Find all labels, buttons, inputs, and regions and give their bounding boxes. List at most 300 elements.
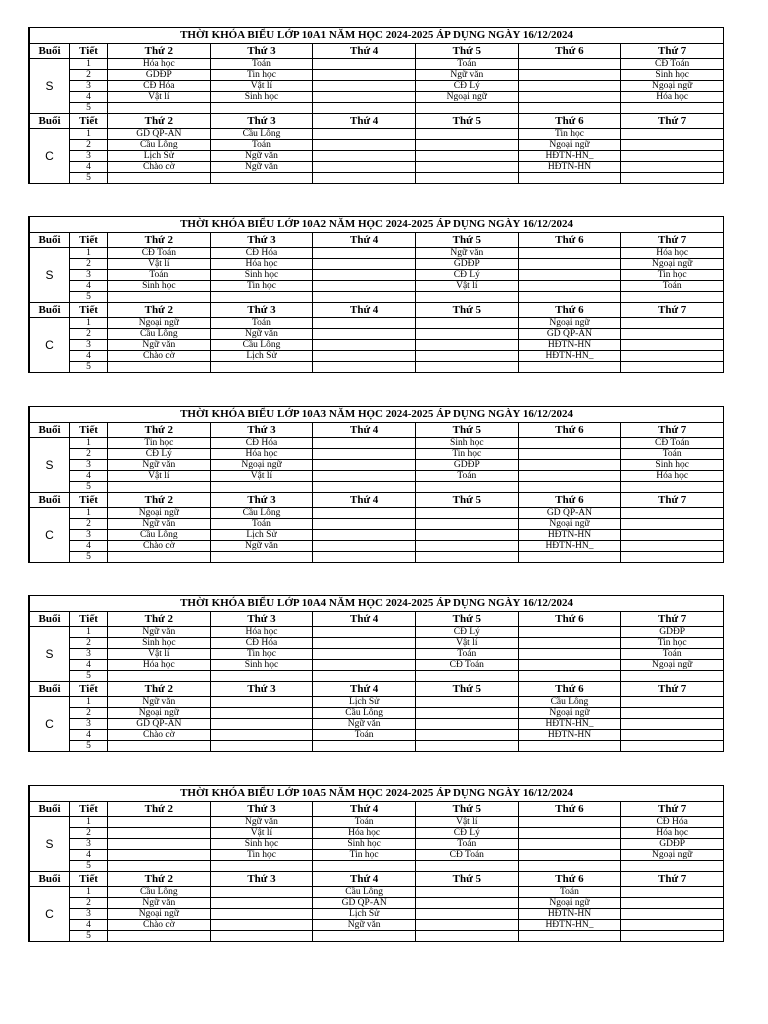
header-buoi: Buổi xyxy=(30,233,70,248)
subject-cell: Vật lí xyxy=(108,92,211,103)
subject-cell xyxy=(313,140,416,151)
header-day-7: Thứ 7 xyxy=(621,493,724,508)
header-day-5: Thứ 5 xyxy=(415,612,518,627)
header-day-5: Thứ 5 xyxy=(415,303,518,318)
subject-cell xyxy=(108,850,211,861)
subject-cell: Hóa học xyxy=(210,259,313,270)
subject-cell xyxy=(621,708,724,719)
timetable-title: THỜI KHÓA BIỂU LỚP 10A3 NĂM HỌC 2024-2025 ÁP DỤNG NGÀY 16/12/2024 xyxy=(30,407,724,423)
subject-cell xyxy=(621,920,724,931)
period-number: 3 xyxy=(70,839,108,850)
subject-cell: CĐ Hóa xyxy=(108,81,211,92)
subject-cell xyxy=(415,920,518,931)
subject-cell: GDĐP xyxy=(621,627,724,638)
header-day-4: Thứ 4 xyxy=(313,872,416,887)
subject-cell xyxy=(313,70,416,81)
timetable-class-2 xyxy=(28,216,724,373)
subject-cell: Tin học xyxy=(108,438,211,449)
period-number: 2 xyxy=(70,329,108,340)
subject-cell: Ngoại ngữ xyxy=(415,92,518,103)
subject-cell xyxy=(621,173,724,184)
subject-cell xyxy=(108,173,211,184)
subject-cell xyxy=(518,649,621,660)
session-label: S xyxy=(30,817,70,872)
session-label: S xyxy=(30,627,70,682)
header-day-5: Thứ 5 xyxy=(415,114,518,129)
subject-cell: Ngoại ngữ xyxy=(108,508,211,519)
subject-cell xyxy=(313,471,416,482)
table-row xyxy=(30,909,724,920)
subject-cell xyxy=(415,351,518,362)
subject-cell: Ngữ văn xyxy=(210,329,313,340)
subject-cell xyxy=(415,318,518,329)
subject-cell: Vật lí xyxy=(210,828,313,839)
subject-cell: HĐTN-HN xyxy=(518,530,621,541)
subject-cell xyxy=(621,741,724,752)
header-day-3: Thứ 3 xyxy=(210,114,313,129)
subject-cell: Ngoại ngữ xyxy=(621,259,724,270)
timetable-class-1 xyxy=(28,27,724,184)
subject-cell xyxy=(415,931,518,942)
subject-cell xyxy=(108,931,211,942)
subject-cell xyxy=(518,270,621,281)
header-day-3: Thứ 3 xyxy=(210,612,313,627)
subject-cell: Toán xyxy=(621,649,724,660)
subject-cell: Sinh học xyxy=(621,70,724,81)
period-number: 1 xyxy=(70,248,108,259)
subject-cell: HĐTN-HN xyxy=(518,162,621,173)
session-label: C xyxy=(30,508,70,563)
subject-cell xyxy=(313,162,416,173)
subject-cell xyxy=(415,552,518,563)
subject-cell xyxy=(518,259,621,270)
subject-cell: Toán xyxy=(210,318,313,329)
subject-cell: Ngoại ngữ xyxy=(621,850,724,861)
header-day-7: Thứ 7 xyxy=(621,233,724,248)
subject-cell: Lịch Sử xyxy=(210,530,313,541)
period-number: 5 xyxy=(70,103,108,114)
subject-cell: HĐTN-HN_ xyxy=(518,351,621,362)
subject-cell: CĐ Toán xyxy=(415,850,518,861)
subject-cell xyxy=(415,482,518,493)
period-number: 4 xyxy=(70,92,108,103)
header-day-5: Thứ 5 xyxy=(415,233,518,248)
period-number: 4 xyxy=(70,660,108,671)
period-number: 5 xyxy=(70,362,108,373)
header-day-2: Thứ 2 xyxy=(108,612,211,627)
subject-cell: Ngữ văn xyxy=(415,248,518,259)
subject-cell: Hóa học xyxy=(621,828,724,839)
table-row xyxy=(30,140,724,151)
header-tiet: Tiết xyxy=(70,682,108,697)
header-buoi: Buổi xyxy=(30,682,70,697)
table-row xyxy=(30,270,724,281)
timetable-class-4 xyxy=(28,595,724,752)
session-label: S xyxy=(30,248,70,303)
timetable-grid xyxy=(29,785,724,942)
subject-cell xyxy=(415,909,518,920)
header-day-7: Thứ 7 xyxy=(621,303,724,318)
table-row xyxy=(30,460,724,471)
table-row xyxy=(30,340,724,351)
subject-cell: Lịch Sử xyxy=(108,151,211,162)
subject-cell xyxy=(313,530,416,541)
subject-cell xyxy=(621,318,724,329)
header-buoi: Buổi xyxy=(30,872,70,887)
subject-cell xyxy=(313,671,416,682)
subject-cell xyxy=(108,839,211,850)
period-number: 1 xyxy=(70,887,108,898)
subject-cell: Chào cờ xyxy=(108,351,211,362)
subject-cell xyxy=(518,81,621,92)
table-row xyxy=(30,649,724,660)
subject-cell xyxy=(313,351,416,362)
subject-cell: Cầu Lông xyxy=(313,887,416,898)
subject-cell xyxy=(313,292,416,303)
header-day-5: Thứ 5 xyxy=(415,423,518,438)
subject-cell xyxy=(313,627,416,638)
subject-cell: GD QP-AN xyxy=(313,898,416,909)
header-day-3: Thứ 3 xyxy=(210,802,313,817)
subject-cell: Sinh học xyxy=(210,660,313,671)
subject-cell xyxy=(210,671,313,682)
table-row xyxy=(30,59,724,70)
table-row xyxy=(30,719,724,730)
subject-cell xyxy=(210,697,313,708)
subject-cell: Toán xyxy=(210,519,313,530)
subject-cell xyxy=(518,103,621,114)
subject-cell xyxy=(518,59,621,70)
subject-cell xyxy=(313,81,416,92)
subject-cell: CĐ Toán xyxy=(621,59,724,70)
subject-cell xyxy=(518,471,621,482)
session-label: C xyxy=(30,887,70,942)
header-day-5: Thứ 5 xyxy=(415,872,518,887)
subject-cell xyxy=(108,817,211,828)
timetable-grid xyxy=(29,406,724,563)
subject-cell: HĐTN-HN_ xyxy=(518,541,621,552)
timetable-grid xyxy=(29,216,724,373)
header-day-2: Thứ 2 xyxy=(108,233,211,248)
subject-cell xyxy=(518,931,621,942)
subject-cell xyxy=(415,519,518,530)
subject-cell xyxy=(313,460,416,471)
subject-cell: GD QP-AN xyxy=(518,508,621,519)
session-label: C xyxy=(30,318,70,373)
header-day-3: Thứ 3 xyxy=(210,872,313,887)
period-number: 1 xyxy=(70,627,108,638)
header-day-4: Thứ 4 xyxy=(313,802,416,817)
header-tiet: Tiết xyxy=(70,114,108,129)
subject-cell: HĐTN-HN_ xyxy=(518,719,621,730)
subject-cell: CĐ Toán xyxy=(621,438,724,449)
timetable-grid xyxy=(29,27,724,184)
header-tiet: Tiết xyxy=(70,872,108,887)
table-row xyxy=(30,817,724,828)
subject-cell: Ngữ văn xyxy=(108,519,211,530)
period-number: 2 xyxy=(70,70,108,81)
subject-cell xyxy=(415,162,518,173)
header-day-6: Thứ 6 xyxy=(518,114,621,129)
period-number: 1 xyxy=(70,817,108,828)
subject-cell xyxy=(518,292,621,303)
period-number: 2 xyxy=(70,140,108,151)
table-row xyxy=(30,887,724,898)
header-day-3: Thứ 3 xyxy=(210,423,313,438)
subject-cell xyxy=(313,660,416,671)
subject-cell: Sinh học xyxy=(108,281,211,292)
subject-cell xyxy=(415,140,518,151)
period-number: 5 xyxy=(70,671,108,682)
subject-cell: GDĐP xyxy=(415,460,518,471)
subject-cell xyxy=(621,541,724,552)
subject-cell xyxy=(210,292,313,303)
subject-cell: Ngoại ngữ xyxy=(108,708,211,719)
session-label: C xyxy=(30,129,70,184)
subject-cell: Hóa học xyxy=(108,59,211,70)
table-row xyxy=(30,292,724,303)
subject-cell: Sinh học xyxy=(313,839,416,850)
subject-cell xyxy=(518,449,621,460)
subject-cell: GDĐP xyxy=(415,259,518,270)
period-number: 4 xyxy=(70,850,108,861)
subject-cell xyxy=(210,482,313,493)
timetable-title: THỜI KHÓA BIỂU LỚP 10A1 NĂM HỌC 2024-2025 ÁP DỤNG NGÀY 16/12/2024 xyxy=(30,28,724,44)
table-row xyxy=(30,259,724,270)
period-number: 4 xyxy=(70,730,108,741)
subject-cell xyxy=(415,861,518,872)
subject-cell: CĐ Hóa xyxy=(210,638,313,649)
subject-cell xyxy=(518,460,621,471)
subject-cell: Ngữ văn xyxy=(313,920,416,931)
table-row xyxy=(30,129,724,140)
table-row xyxy=(30,861,724,872)
table-row xyxy=(30,173,724,184)
subject-cell xyxy=(621,103,724,114)
table-row xyxy=(30,519,724,530)
period-number: 2 xyxy=(70,708,108,719)
subject-cell xyxy=(313,129,416,140)
period-number: 3 xyxy=(70,270,108,281)
subject-cell xyxy=(313,340,416,351)
period-number: 5 xyxy=(70,861,108,872)
header-day-2: Thứ 2 xyxy=(108,872,211,887)
subject-cell: Ngữ văn xyxy=(108,460,211,471)
subject-cell xyxy=(415,671,518,682)
subject-cell: Tin học xyxy=(621,638,724,649)
header-day-7: Thứ 7 xyxy=(621,682,724,697)
subject-cell xyxy=(313,931,416,942)
subject-cell xyxy=(518,248,621,259)
timetable-title: THỜI KHÓA BIỂU LỚP 10A5 NĂM HỌC 2024-2025 ÁP DỤNG NGÀY 16/12/2024 xyxy=(30,786,724,802)
subject-cell xyxy=(415,898,518,909)
subject-cell: Chào cờ xyxy=(108,730,211,741)
subject-cell xyxy=(210,103,313,114)
header-tiet: Tiết xyxy=(70,303,108,318)
subject-cell xyxy=(313,519,416,530)
table-row xyxy=(30,931,724,942)
subject-cell xyxy=(415,530,518,541)
subject-cell xyxy=(313,861,416,872)
subject-cell: Vật lí xyxy=(210,81,313,92)
subject-cell xyxy=(518,552,621,563)
subject-cell: CĐ Lý xyxy=(415,270,518,281)
table-row xyxy=(30,839,724,850)
subject-cell xyxy=(313,329,416,340)
period-number: 2 xyxy=(70,638,108,649)
period-number: 5 xyxy=(70,292,108,303)
subject-cell: Ngữ văn xyxy=(313,719,416,730)
period-number: 3 xyxy=(70,460,108,471)
subject-cell: Cầu Lông xyxy=(210,340,313,351)
period-number: 3 xyxy=(70,151,108,162)
period-number: 1 xyxy=(70,59,108,70)
header-day-4: Thứ 4 xyxy=(313,233,416,248)
period-number: 3 xyxy=(70,909,108,920)
table-row xyxy=(30,70,724,81)
subject-cell: Hóa học xyxy=(621,248,724,259)
header-buoi: Buổi xyxy=(30,493,70,508)
header-day-6: Thứ 6 xyxy=(518,44,621,59)
subject-cell: Ngữ văn xyxy=(108,898,211,909)
subject-cell xyxy=(210,552,313,563)
subject-cell: Toán xyxy=(415,59,518,70)
subject-cell xyxy=(313,508,416,519)
header-day-3: Thứ 3 xyxy=(210,682,313,697)
period-number: 3 xyxy=(70,530,108,541)
subject-cell xyxy=(518,281,621,292)
subject-cell: HĐTN-HN xyxy=(518,730,621,741)
subject-cell: Tin học xyxy=(210,70,313,81)
header-day-4: Thứ 4 xyxy=(313,303,416,318)
subject-cell: Cầu Lông xyxy=(108,140,211,151)
subject-cell: Ngoại ngữ xyxy=(518,140,621,151)
table-row xyxy=(30,730,724,741)
table-row xyxy=(30,671,724,682)
subject-cell: Cầu Lông xyxy=(210,129,313,140)
header-day-7: Thứ 7 xyxy=(621,802,724,817)
subject-cell xyxy=(621,151,724,162)
subject-cell: Toán xyxy=(210,140,313,151)
period-number: 2 xyxy=(70,519,108,530)
table-row xyxy=(30,103,724,114)
subject-cell: Sinh học xyxy=(621,460,724,471)
header-buoi: Buổi xyxy=(30,114,70,129)
subject-cell: CĐ Lý xyxy=(108,449,211,460)
subject-cell: Vật lí xyxy=(415,281,518,292)
subject-cell xyxy=(621,697,724,708)
subject-cell: Ngữ văn xyxy=(210,162,313,173)
subject-cell: Vật lí xyxy=(108,259,211,270)
table-row xyxy=(30,828,724,839)
subject-cell: Tin học xyxy=(313,850,416,861)
header-day-5: Thứ 5 xyxy=(415,682,518,697)
subject-cell: Sinh học xyxy=(210,839,313,850)
header-day-7: Thứ 7 xyxy=(621,612,724,627)
subject-cell xyxy=(518,438,621,449)
subject-cell: Cầu Lông xyxy=(108,887,211,898)
subject-cell xyxy=(313,741,416,752)
header-day-7: Thứ 7 xyxy=(621,423,724,438)
subject-cell xyxy=(313,638,416,649)
subject-cell: Toán xyxy=(210,59,313,70)
table-row xyxy=(30,627,724,638)
subject-cell: HĐTN-HN xyxy=(518,909,621,920)
subject-cell xyxy=(518,817,621,828)
subject-cell: Ngoại ngữ xyxy=(108,909,211,920)
subject-cell: Chào cờ xyxy=(108,541,211,552)
subject-cell: Vật lí xyxy=(415,638,518,649)
subject-cell xyxy=(518,660,621,671)
subject-cell: Toán xyxy=(108,270,211,281)
subject-cell xyxy=(518,92,621,103)
subject-cell xyxy=(415,887,518,898)
session-label: S xyxy=(30,438,70,493)
subject-cell: Sinh học xyxy=(210,270,313,281)
subject-cell: Toán xyxy=(415,839,518,850)
subject-cell xyxy=(415,103,518,114)
subject-cell xyxy=(621,129,724,140)
subject-cell xyxy=(210,861,313,872)
period-number: 5 xyxy=(70,552,108,563)
subject-cell xyxy=(210,730,313,741)
subject-cell xyxy=(415,719,518,730)
subject-cell xyxy=(108,828,211,839)
subject-cell xyxy=(415,730,518,741)
subject-cell xyxy=(518,627,621,638)
period-number: 5 xyxy=(70,482,108,493)
header-day-7: Thứ 7 xyxy=(621,872,724,887)
subject-cell: Ngoại ngữ xyxy=(210,460,313,471)
subject-cell xyxy=(415,129,518,140)
subject-cell xyxy=(415,329,518,340)
header-day-5: Thứ 5 xyxy=(415,44,518,59)
subject-cell xyxy=(621,909,724,920)
header-day-7: Thứ 7 xyxy=(621,114,724,129)
period-number: 4 xyxy=(70,920,108,931)
subject-cell: CĐ Hóa xyxy=(210,248,313,259)
subject-cell xyxy=(518,741,621,752)
table-row xyxy=(30,92,724,103)
subject-cell xyxy=(415,541,518,552)
subject-cell: Toán xyxy=(313,730,416,741)
table-row xyxy=(30,329,724,340)
subject-cell: Cầu Lông xyxy=(108,329,211,340)
header-day-3: Thứ 3 xyxy=(210,233,313,248)
period-number: 4 xyxy=(70,471,108,482)
subject-cell xyxy=(210,898,313,909)
subject-cell: Hóa học xyxy=(108,660,211,671)
subject-cell: CĐ Lý xyxy=(415,828,518,839)
period-number: 4 xyxy=(70,162,108,173)
header-tiet: Tiết xyxy=(70,233,108,248)
subject-cell: Sinh học xyxy=(108,638,211,649)
table-row xyxy=(30,362,724,373)
subject-cell xyxy=(415,362,518,373)
period-number: 4 xyxy=(70,541,108,552)
subject-cell: CĐ Hóa xyxy=(210,438,313,449)
header-buoi: Buổi xyxy=(30,303,70,318)
subject-cell: HĐTN-HN_ xyxy=(518,151,621,162)
subject-cell: Toán xyxy=(313,817,416,828)
table-row xyxy=(30,541,724,552)
header-day-5: Thứ 5 xyxy=(415,493,518,508)
subject-cell: Tin học xyxy=(210,281,313,292)
period-number: 1 xyxy=(70,318,108,329)
subject-cell: GD QP-AN xyxy=(108,129,211,140)
header-day-6: Thứ 6 xyxy=(518,872,621,887)
subject-cell xyxy=(210,708,313,719)
